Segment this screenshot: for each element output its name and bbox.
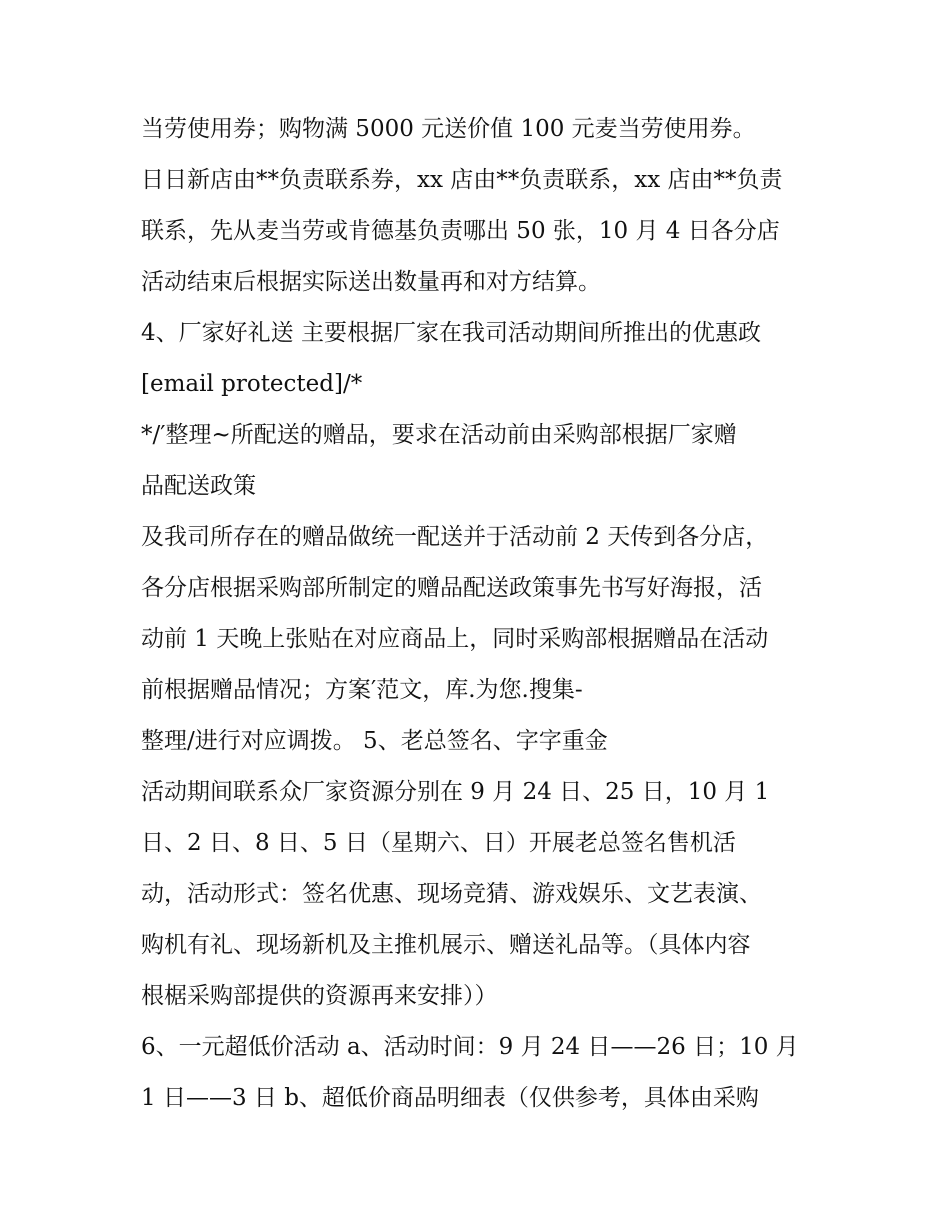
text-line: 活动期间联系众厂家资源分别在 9 月 24 日、25 日，10 月 1 <box>141 779 770 805</box>
document-body <box>141 104 841 1124</box>
text-line: 整理/进行对应调拨。 5、老总签名、字字重金 <box>141 728 608 754</box>
text-line: 日、2 日、8 日、5 日（星期六、日）开展老总签名售机活 <box>141 830 736 856</box>
text-line: [email protected]/* <box>141 371 363 397</box>
text-line: 根椐采购部提供的资源再来安排）） <box>141 983 498 1009</box>
text-line: 活动结束后根据实际送出数量再和对方结算。 <box>141 269 601 295</box>
text-line: 及我司所存在的赠品做统一配送并于活动前 2 天传到各分店， <box>141 524 769 550</box>
text-line: */′整理~所配送的赠品，要求在活动前由采购部根据厂家赠 <box>141 422 737 448</box>
text-line: 品配送政策 <box>141 473 256 499</box>
text-line: 6、一元超低价活动 a、活动时间：9 月 24 日——26 日；10 月 <box>141 1034 799 1060</box>
text-line: 前根据赠品情况；方案′范文，库.为您.搜集- <box>141 677 583 703</box>
text-line: 1 日——3 日 b、超低价商品明细表（仅供参考，具体由采购 <box>141 1085 759 1111</box>
text-line: 联系，先从麦当劳或肯德基负责哪出 50 张，10 月 4 日各分店 <box>141 218 780 244</box>
text-line: 当劳使用券；购物满 5000 元送价值 100 元麦当劳使用券。 <box>141 116 756 142</box>
text-line: 日日新店由**负责联系券，xx 店由**负责联系，xx 店由**负责 <box>141 167 783 193</box>
text-line: 各分店根据采购部所制定的赠品配送政策事先书写好海报，活 <box>141 575 762 601</box>
text-line: 动前 1 天晚上张贴在对应商品上，同时采购部根据赠品在活动 <box>141 626 769 652</box>
text-line: 4、厂家好礼送 主要根据厂家在我司活动期间所推出的优惠政 <box>141 320 761 346</box>
text-line: 购机有礼、现场新机及主推机展示、赠送礼品等。（具体内容 <box>141 932 751 958</box>
text-line: 动，活动形式：签名优惠、现场竞猜、游戏娱乐、文艺表演、 <box>141 881 762 907</box>
